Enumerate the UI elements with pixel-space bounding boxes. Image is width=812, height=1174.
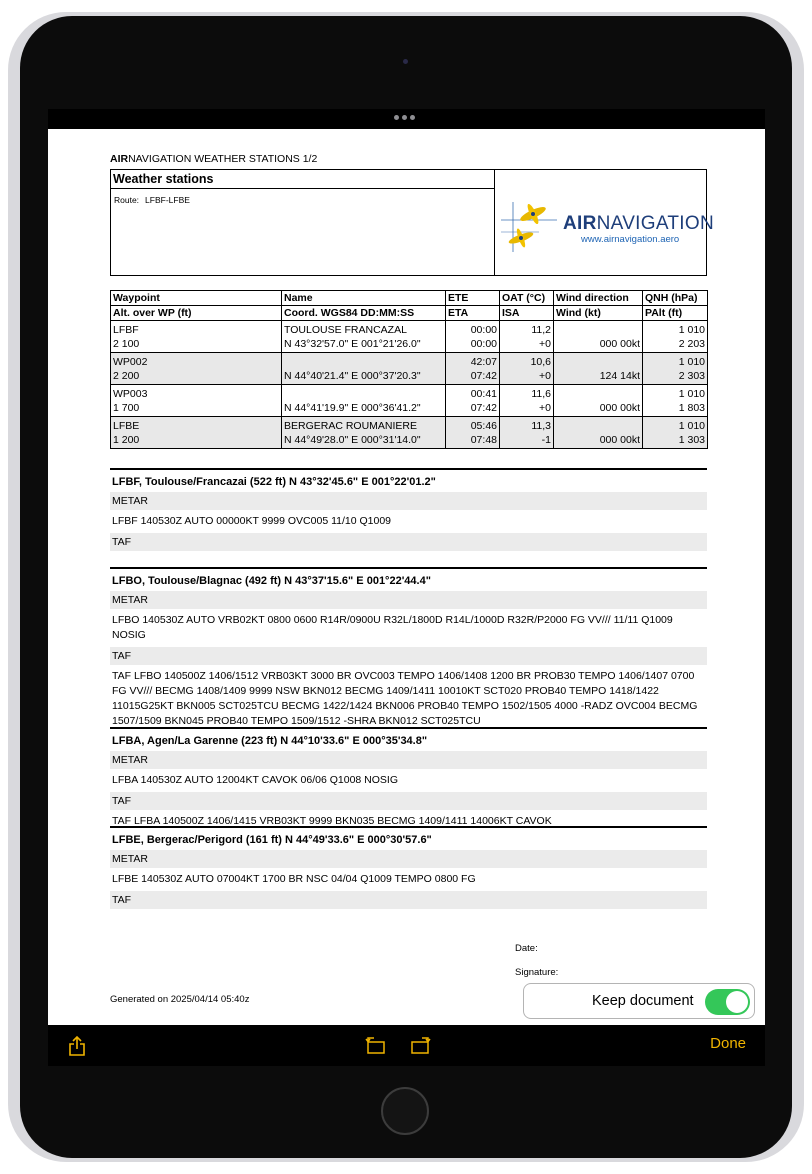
cell-qnh: 1 010: [678, 388, 705, 400]
metar-text: LFBF 140530Z AUTO 00000KT 9999 OVC005 11/10 Q1009: [112, 515, 392, 527]
cell-alt: 1 700: [113, 402, 140, 414]
done-button[interactable]: Done: [710, 1035, 746, 1052]
home-button[interactable]: [381, 1087, 429, 1135]
cell-name: [284, 355, 443, 369]
station-title: LFBF, Toulouse/Francazai (522 ft) N 43°32'45.6" E 001°22'01.2": [110, 468, 707, 492]
metar-label: METAR: [110, 492, 707, 510]
metar-label: METAR: [110, 591, 707, 609]
rotate-right-icon[interactable]: [410, 1035, 432, 1055]
table-header-row-1: [111, 291, 708, 306]
taf-text: TAF LFBO 140500Z 1406/1512 VRB03KT 3000 BR OVC003 TEMPO 1406/1408 1200 BR PROB30 TEMPO 1406/1407 0700 FG VV/// BECMG 1408/1409 9999 NSW BKN012 BECMG 1409/1411 10010KT SCT020 PROB40 TEMPO 1418/1422 11015G25KT BKN005 SCT025TCU BECMG 1422/1424 BKN006 PROB40 TEMPO 1502/1505 4000 -RADZ OVC004 BECMG 1507/1509 BKN045 PROB40 TEMPO 1509/1512 -SHRA BKN012 SCT025TCU: [112, 670, 698, 727]
rotate-left-icon[interactable]: [364, 1035, 386, 1055]
cell-ete: 00:00: [470, 324, 497, 336]
cell-name: [284, 387, 443, 401]
document-title: [110, 153, 317, 165]
cell-wind: 000 00kt: [599, 338, 640, 350]
cell-palt: 2 203: [678, 338, 705, 350]
top-bar: [48, 109, 765, 129]
header-waypoint: Waypoint: [111, 291, 282, 306]
keep-document-label: Keep document: [592, 993, 694, 1009]
station-title: LFBA, Agen/La Garenne (223 ft) N 44°10'33.6" E 000°35'34.8": [110, 727, 707, 751]
table-row: [111, 385, 708, 417]
cell-waypoint: LFBF: [113, 324, 139, 336]
front-camera: [403, 59, 408, 64]
cell-coord: N 44°40'21.4" E 000°37'20.3": [284, 370, 421, 382]
cell-eta: 07:48: [470, 434, 497, 446]
logo-brand-rest: NAVIGATION: [596, 213, 714, 234]
station-section-lfbf: [110, 468, 707, 559]
cell-wind: 000 00kt: [599, 402, 640, 414]
keep-document-control: [523, 983, 755, 1019]
cell-wind: 000 00kt: [599, 434, 640, 446]
cell-ete: 00:41: [470, 388, 497, 400]
header-isa: ISA: [500, 306, 554, 321]
cell-ete: 42:07: [470, 356, 497, 368]
metar-text: LFBA 140530Z AUTO 12004KT CAVOK 06/06 Q1008 NOSIG: [112, 774, 398, 786]
multitasking-dots-icon[interactable]: [394, 115, 415, 120]
station-section-lfbe: [110, 826, 707, 917]
document-title-brand: AIR: [110, 153, 129, 165]
cell-qnh: 1 010: [678, 324, 705, 336]
taf-label: TAF: [110, 647, 707, 665]
metar-label: METAR: [110, 850, 707, 868]
keep-document-toggle[interactable]: [705, 989, 750, 1015]
header-wind: Wind (kt): [554, 306, 643, 321]
header-box: [110, 169, 714, 276]
header-name: Name: [282, 291, 446, 306]
header-qnh: QNH (hPa): [643, 291, 708, 306]
header-wind-direction: Wind direction: [554, 291, 643, 306]
table-row: [111, 353, 708, 385]
cell-wind-direction: [556, 387, 640, 401]
station-title: LFBE, Bergerac/Perigord (161 ft) N 44°49'33.6" E 000°30'57.6": [110, 826, 707, 850]
document-title-rest: NAVIGATION WEATHER STATIONS 1/2: [128, 153, 318, 165]
cell-wind-direction: [556, 355, 640, 369]
cell-ete: 05:46: [470, 420, 497, 432]
table-row: [111, 417, 708, 449]
logo-brand-bold: AIR: [563, 213, 597, 234]
header-eta: ETA: [446, 306, 500, 321]
cell-palt: 2 303: [678, 370, 705, 382]
cell-qnh: 1 010: [678, 420, 705, 432]
cell-oat: 11,6: [531, 388, 551, 400]
route-label: Route:: [114, 195, 140, 205]
cell-alt: 2 200: [113, 370, 140, 382]
cell-oat: 11,3: [531, 420, 551, 432]
cell-oat: 10,6: [530, 356, 551, 368]
table-header-row-2: [111, 306, 708, 321]
cell-waypoint: WP003: [113, 388, 148, 400]
cell-alt: 1 200: [113, 434, 140, 446]
cell-waypoint: LFBE: [113, 420, 140, 432]
cell-coord: N 44°49'28.0" E 000°31'14.0": [284, 434, 421, 446]
table-row: [111, 321, 708, 353]
header-ete: ETE: [446, 291, 500, 306]
cell-name: BERGERAC ROUMANIERE: [284, 420, 418, 432]
metar-text: LFBO 140530Z AUTO VRB02KT 0800 0600 R14R/0900U R32L/1800D R14L/1000D R32R/P2000 FG VV/// 11/11 Q1009 NOSIG: [112, 614, 673, 641]
header-coord: Coord. WGS84 DD:MM:SS: [282, 306, 446, 321]
cell-qnh: 1 010: [678, 356, 705, 368]
taf-label: TAF: [110, 533, 707, 551]
cell-oat: 11,2: [531, 324, 551, 336]
date-label: Date:: [515, 943, 538, 954]
station-section-lfba: [110, 727, 707, 833]
document-page: [48, 129, 765, 1025]
toggle-knob: [726, 991, 748, 1013]
bottom-toolbar: [48, 1025, 765, 1066]
metar-label: METAR: [110, 751, 707, 769]
header-oat: OAT (°C): [500, 291, 554, 306]
station-title: LFBO, Toulouse/Blagnac (492 ft) N 43°37'15.6" E 001°22'44.4": [110, 567, 707, 591]
airnavigation-logo: [499, 198, 714, 254]
cell-coord: N 44°41'19.9" E 000°36'41.2": [284, 402, 421, 414]
header-title: Weather stations: [111, 170, 494, 189]
cell-isa: +0: [539, 370, 551, 382]
cell-eta: 07:42: [470, 402, 497, 414]
route-line: [114, 195, 190, 205]
generated-timestamp: Generated on 2025/04/14 05:40z: [110, 994, 250, 1005]
metar-text: LFBE 140530Z AUTO 07004KT 1700 BR NSC 04/04 Q1009 TEMPO 0800 FG: [112, 873, 476, 885]
waypoints-table: [110, 290, 708, 449]
airplane-logo-icon: [499, 198, 561, 254]
header-alt: Alt. over WP (ft): [111, 306, 282, 321]
cell-eta: 07:42: [470, 370, 497, 382]
taf-label: TAF: [110, 891, 707, 909]
screen: [48, 109, 765, 1066]
signature-label: Signature:: [515, 967, 559, 978]
cell-wind-direction: [556, 323, 640, 337]
cell-palt: 1 303: [678, 434, 705, 446]
taf-label: TAF: [110, 792, 707, 810]
logo-wordmark: [563, 213, 714, 235]
cell-palt: 1 803: [678, 402, 705, 414]
taf-text: TAF LFBA 140500Z 1406/1415 VRB03KT 9999 BKN035 BECMG 1409/1411 14006KT CAVOK: [112, 815, 552, 827]
cell-coord: N 43°32'57.0" E 001°21'26.0": [284, 338, 421, 350]
share-icon[interactable]: [68, 1035, 86, 1057]
station-section-lfbo: [110, 567, 707, 733]
header-palt: PAlt (ft): [643, 306, 708, 321]
cell-eta: 00:00: [470, 338, 497, 350]
cell-isa: +0: [539, 402, 551, 414]
route-value: LFBF-LFBE: [145, 195, 190, 205]
cell-wind-direction: [556, 419, 640, 433]
logo-url: www.airnavigation.aero: [581, 234, 680, 245]
cell-name: TOULOUSE FRANCAZAL: [284, 324, 407, 336]
cell-isa: -1: [541, 434, 551, 446]
cell-alt: 2 100: [113, 338, 140, 350]
header-left-panel: [111, 170, 495, 275]
taf-text: [110, 551, 707, 559]
taf-text: [110, 909, 707, 917]
cell-waypoint: WP002: [113, 356, 148, 368]
cell-wind: 124 14kt: [599, 370, 640, 382]
cell-isa: +0: [539, 338, 551, 350]
